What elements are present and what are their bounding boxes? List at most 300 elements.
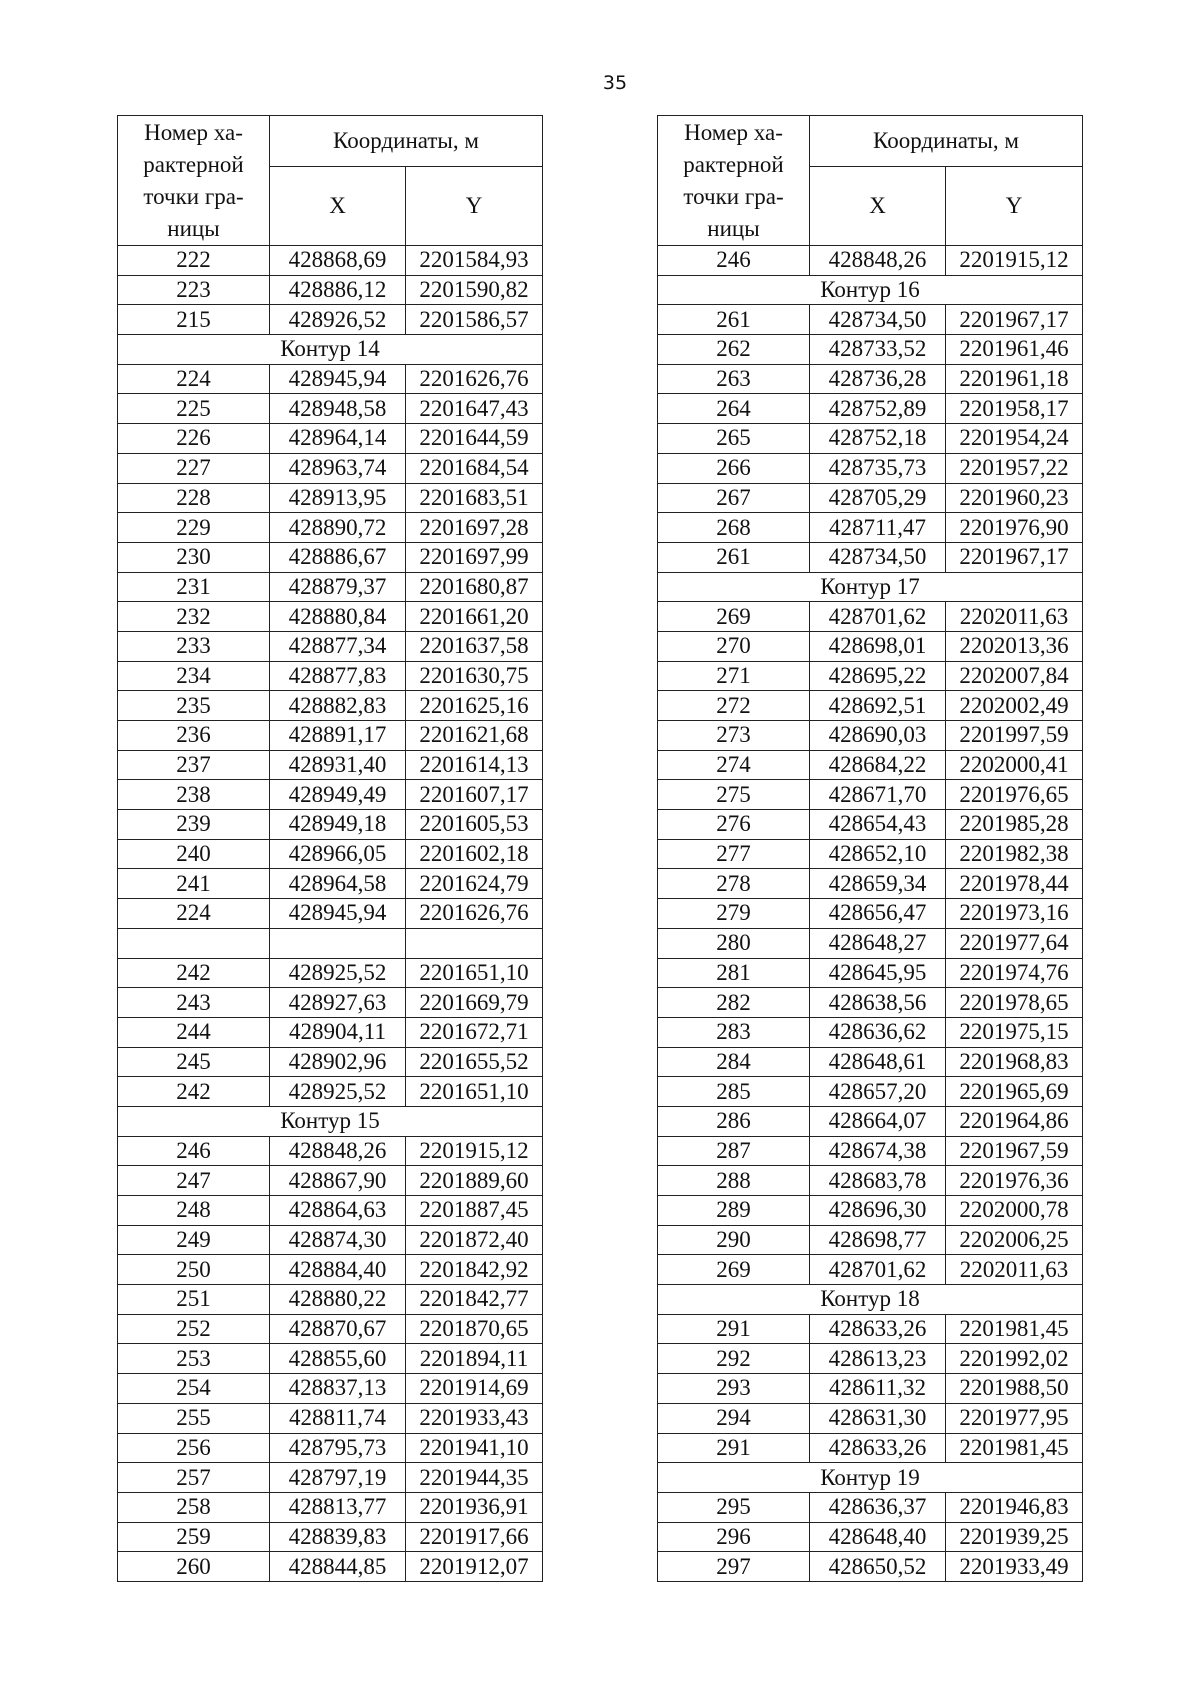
x-coordinate-cell: 428844,85 [270, 1552, 406, 1582]
y-coordinate-cell: 2202000,78 [946, 1196, 1083, 1226]
contour-label: Контур 15 [118, 1106, 543, 1136]
point-number-cell: 251 [118, 1285, 270, 1315]
x-coordinate-cell: 428904,11 [270, 1017, 406, 1047]
x-coordinate-cell: 428698,77 [810, 1225, 946, 1255]
contour-row [658, 1285, 1083, 1315]
y-coordinate-cell: 2201976,90 [946, 513, 1083, 543]
point-number-cell: 273 [658, 721, 810, 751]
point-number-cell: 252 [118, 1314, 270, 1344]
point-number-cell: 275 [658, 780, 810, 810]
x-coordinate-cell: 428636,37 [810, 1492, 946, 1522]
point-number-cell: 242 [118, 1077, 270, 1107]
table-row [118, 572, 543, 602]
y-coordinate-cell [406, 928, 543, 958]
table-row [118, 928, 543, 958]
contour-row [658, 572, 1083, 602]
y-coordinate-cell: 2201967,59 [946, 1136, 1083, 1166]
y-coordinate-cell: 2201637,58 [406, 631, 543, 661]
y-coordinate-cell: 2201630,75 [406, 661, 543, 691]
x-coordinate-cell [270, 928, 406, 958]
point-number-cell: 235 [118, 691, 270, 721]
y-coordinate-cell: 2201605,53 [406, 810, 543, 840]
x-coordinate-cell: 428926,52 [270, 305, 406, 335]
x-coordinate-cell: 428913,95 [270, 483, 406, 513]
x-coordinate-cell: 428813,77 [270, 1492, 406, 1522]
y-coordinate-cell: 2201974,76 [946, 958, 1083, 988]
y-coordinate-cell: 2201651,10 [406, 1077, 543, 1107]
y-coordinate-cell: 2201602,18 [406, 839, 543, 869]
y-coordinate-cell: 2201988,50 [946, 1374, 1083, 1404]
table-row [118, 899, 543, 929]
point-number-cell: 287 [658, 1136, 810, 1166]
x-coordinate-cell: 428882,83 [270, 691, 406, 721]
table-row [658, 542, 1083, 572]
point-number-cell: 244 [118, 1017, 270, 1047]
point-number-cell: 291 [658, 1433, 810, 1463]
contour-row [118, 335, 543, 365]
table-row [658, 483, 1083, 513]
x-coordinate-cell: 428674,38 [810, 1136, 946, 1166]
point-number-cell: 265 [658, 424, 810, 454]
y-coordinate-cell: 2201960,23 [946, 483, 1083, 513]
contour-label: Контур 19 [658, 1463, 1083, 1493]
point-number-cell: 247 [118, 1166, 270, 1196]
table-row [658, 1374, 1083, 1404]
table-row [658, 661, 1083, 691]
x-coordinate-cell: 428868,69 [270, 246, 406, 276]
point-number-cell: 227 [118, 453, 270, 483]
x-coordinate-cell: 428654,43 [810, 810, 946, 840]
table-row [118, 1552, 543, 1582]
table-row [658, 839, 1083, 869]
table-row [118, 661, 543, 691]
point-number-cell: 246 [118, 1136, 270, 1166]
y-coordinate-cell: 2201842,92 [406, 1255, 543, 1285]
table-row [118, 483, 543, 513]
header-line: рактерной [143, 151, 244, 177]
y-coordinate-cell: 2201946,83 [946, 1492, 1083, 1522]
y-coordinate-cell: 2201644,59 [406, 424, 543, 454]
point-number-cell: 241 [118, 869, 270, 899]
x-coordinate-cell: 428638,56 [810, 988, 946, 1018]
table-row [118, 1225, 543, 1255]
y-coordinate-cell: 2201672,71 [406, 1017, 543, 1047]
y-column-header: Y [946, 167, 1083, 246]
x-coordinate-cell: 428870,67 [270, 1314, 406, 1344]
x-coordinate-cell: 428611,32 [810, 1374, 946, 1404]
point-number-cell: 279 [658, 899, 810, 929]
x-coordinate-cell: 428879,37 [270, 572, 406, 602]
point-number-cell: 282 [658, 988, 810, 1018]
x-coordinate-cell: 428734,50 [810, 542, 946, 572]
table-header-row [118, 116, 543, 167]
table-row [118, 1374, 543, 1404]
x-coordinate-cell: 428734,50 [810, 305, 946, 335]
table-row [118, 1433, 543, 1463]
x-coordinate-cell: 428698,01 [810, 631, 946, 661]
table-row [658, 1522, 1083, 1552]
y-coordinate-cell: 2201915,12 [406, 1136, 543, 1166]
point-number-cell: 253 [118, 1344, 270, 1374]
point-number-cell: 224 [118, 899, 270, 929]
point-number-cell: 294 [658, 1403, 810, 1433]
x-coordinate-cell: 428692,51 [810, 691, 946, 721]
y-coordinate-cell: 2202002,49 [946, 691, 1083, 721]
point-number-header [118, 116, 270, 246]
point-number-cell: 263 [658, 364, 810, 394]
x-coordinate-cell: 428664,07 [810, 1106, 946, 1136]
table-row [658, 453, 1083, 483]
table-body [658, 246, 1083, 1582]
table-row [658, 928, 1083, 958]
y-coordinate-cell: 2201975,15 [946, 1017, 1083, 1047]
point-number-cell: 277 [658, 839, 810, 869]
y-coordinate-cell: 2201697,99 [406, 542, 543, 572]
point-number-cell: 242 [118, 958, 270, 988]
y-coordinate-cell: 2201621,68 [406, 721, 543, 751]
point-number-cell: 230 [118, 542, 270, 572]
x-coordinate-cell: 428645,95 [810, 958, 946, 988]
y-coordinate-cell: 2201870,65 [406, 1314, 543, 1344]
y-coordinate-cell: 2201651,10 [406, 958, 543, 988]
y-coordinate-cell: 2201584,93 [406, 246, 543, 276]
point-number-cell: 276 [658, 810, 810, 840]
x-coordinate-cell: 428949,18 [270, 810, 406, 840]
x-coordinate-cell: 428701,62 [810, 602, 946, 632]
y-coordinate-cell: 2201586,57 [406, 305, 543, 335]
y-coordinate-cell: 2201981,45 [946, 1314, 1083, 1344]
y-coordinate-cell: 2201842,77 [406, 1285, 543, 1315]
x-coordinate-cell: 428890,72 [270, 513, 406, 543]
table-row [658, 721, 1083, 751]
point-number-cell: 249 [118, 1225, 270, 1255]
point-number-cell: 291 [658, 1314, 810, 1344]
y-coordinate-cell: 2201977,95 [946, 1403, 1083, 1433]
y-coordinate-cell: 2201889,60 [406, 1166, 543, 1196]
point-number-cell: 215 [118, 305, 270, 335]
contour-label: Контур 18 [658, 1285, 1083, 1315]
point-number-cell: 236 [118, 721, 270, 751]
point-number-cell: 225 [118, 394, 270, 424]
point-number-cell: 243 [118, 988, 270, 1018]
y-coordinate-cell: 2202000,41 [946, 750, 1083, 780]
table-row [658, 899, 1083, 929]
y-coordinate-cell: 2201894,11 [406, 1344, 543, 1374]
point-number-cell: 226 [118, 424, 270, 454]
point-number-cell: 256 [118, 1433, 270, 1463]
contour-row [118, 1106, 543, 1136]
table-body [118, 246, 543, 1582]
point-number-cell: 245 [118, 1047, 270, 1077]
table-row [658, 1492, 1083, 1522]
y-coordinate-cell: 2201887,45 [406, 1196, 543, 1226]
table-row [118, 958, 543, 988]
x-coordinate-cell: 428652,10 [810, 839, 946, 869]
x-coordinate-cell: 428964,58 [270, 869, 406, 899]
y-coordinate-cell: 2201964,86 [946, 1106, 1083, 1136]
y-coordinate-cell: 2201624,79 [406, 869, 543, 899]
point-number-cell: 239 [118, 810, 270, 840]
table-row [658, 364, 1083, 394]
point-number-cell: 271 [658, 661, 810, 691]
table-row [118, 513, 543, 543]
x-coordinate-cell: 428648,61 [810, 1047, 946, 1077]
table-row [118, 750, 543, 780]
y-coordinate-cell: 2202007,84 [946, 661, 1083, 691]
x-coordinate-cell: 428613,23 [810, 1344, 946, 1374]
x-coordinate-cell: 428736,28 [810, 364, 946, 394]
header-line: точки гра- [143, 183, 244, 209]
table-row [658, 1403, 1083, 1433]
point-number-cell: 270 [658, 631, 810, 661]
table-row [118, 542, 543, 572]
table-row [658, 869, 1083, 899]
coordinates-header: Координаты, м [810, 116, 1083, 167]
x-coordinate-cell: 428837,13 [270, 1374, 406, 1404]
table-row [118, 1314, 543, 1344]
table-row [118, 1403, 543, 1433]
y-coordinate-cell: 2201936,91 [406, 1492, 543, 1522]
table-row [658, 988, 1083, 1018]
table-row [658, 1255, 1083, 1285]
point-number-cell: 272 [658, 691, 810, 721]
table-row [658, 1433, 1083, 1463]
point-number-cell: 234 [118, 661, 270, 691]
table-row [658, 305, 1083, 335]
header-line: рактерной [683, 151, 784, 177]
table-row [118, 246, 543, 276]
x-coordinate-cell: 428848,26 [270, 1136, 406, 1166]
point-number-cell: 296 [658, 1522, 810, 1552]
table-row [658, 335, 1083, 365]
x-coordinate-cell: 428684,22 [810, 750, 946, 780]
table-row [658, 1106, 1083, 1136]
table-row [118, 1255, 543, 1285]
header-line: ницы [707, 215, 760, 241]
x-coordinate-cell: 428690,03 [810, 721, 946, 751]
x-coordinate-cell: 428631,30 [810, 1403, 946, 1433]
y-coordinate-cell: 2201976,36 [946, 1166, 1083, 1196]
table-row [118, 1077, 543, 1107]
y-coordinate-cell: 2202011,63 [946, 1255, 1083, 1285]
y-coordinate-cell: 2202011,63 [946, 602, 1083, 632]
coordinates-table-right [657, 115, 1083, 1582]
y-coordinate-cell: 2201982,38 [946, 839, 1083, 869]
y-coordinate-cell: 2201968,83 [946, 1047, 1083, 1077]
point-number-cell: 250 [118, 1255, 270, 1285]
y-coordinate-cell: 2201961,46 [946, 335, 1083, 365]
point-number-cell: 293 [658, 1374, 810, 1404]
point-number-cell: 240 [118, 839, 270, 869]
x-coordinate-cell: 428945,94 [270, 899, 406, 929]
point-number-cell: 283 [658, 1017, 810, 1047]
point-number-cell: 297 [658, 1552, 810, 1582]
y-coordinate-cell: 2201954,24 [946, 424, 1083, 454]
table-row [118, 364, 543, 394]
y-coordinate-cell: 2201978,44 [946, 869, 1083, 899]
point-number-cell: 260 [118, 1552, 270, 1582]
table-row [118, 1492, 543, 1522]
table-row [658, 602, 1083, 632]
x-coordinate-cell: 428650,52 [810, 1552, 946, 1582]
y-coordinate-cell: 2201967,17 [946, 305, 1083, 335]
page-number: 35 [602, 72, 628, 94]
table-row [118, 453, 543, 483]
point-number-cell: 254 [118, 1374, 270, 1404]
x-coordinate-cell: 428683,78 [810, 1166, 946, 1196]
x-coordinate-cell: 428877,83 [270, 661, 406, 691]
y-coordinate-cell: 2201607,17 [406, 780, 543, 810]
point-number-cell: 281 [658, 958, 810, 988]
header-line: точки гра- [683, 183, 784, 209]
table-row [118, 394, 543, 424]
x-coordinate-cell: 428671,70 [810, 780, 946, 810]
table-row [658, 810, 1083, 840]
y-coordinate-cell: 2201992,02 [946, 1344, 1083, 1374]
x-coordinate-cell: 428963,74 [270, 453, 406, 483]
y-coordinate-cell: 2201697,28 [406, 513, 543, 543]
table-row [118, 1522, 543, 1552]
x-coordinate-cell: 428884,40 [270, 1255, 406, 1285]
x-coordinate-cell: 428864,63 [270, 1196, 406, 1226]
point-number-cell: 231 [118, 572, 270, 602]
table-row [658, 750, 1083, 780]
x-coordinate-cell: 428636,62 [810, 1017, 946, 1047]
table-row [118, 631, 543, 661]
y-coordinate-cell: 2201967,17 [946, 542, 1083, 572]
table-row [658, 394, 1083, 424]
table-row [658, 246, 1083, 276]
point-number-cell: 246 [658, 246, 810, 276]
table-row [658, 1047, 1083, 1077]
point-number-cell: 248 [118, 1196, 270, 1226]
point-number-cell: 269 [658, 1255, 810, 1285]
table-row [658, 1225, 1083, 1255]
x-coordinate-cell: 428735,73 [810, 453, 946, 483]
point-number-header [658, 116, 810, 246]
table-row [118, 810, 543, 840]
y-coordinate-cell: 2201915,12 [946, 246, 1083, 276]
x-coordinate-cell: 428711,47 [810, 513, 946, 543]
x-coordinate-cell: 428648,27 [810, 928, 946, 958]
point-number-cell [118, 928, 270, 958]
y-coordinate-cell: 2201933,43 [406, 1403, 543, 1433]
table-row [118, 1136, 543, 1166]
table-row [118, 275, 543, 305]
point-number-cell: 278 [658, 869, 810, 899]
y-coordinate-cell: 2201976,65 [946, 780, 1083, 810]
y-coordinate-cell: 2201958,17 [946, 394, 1083, 424]
table-row [658, 1077, 1083, 1107]
point-number-cell: 222 [118, 246, 270, 276]
y-coordinate-cell: 2201944,35 [406, 1463, 543, 1493]
y-coordinate-cell: 2201625,16 [406, 691, 543, 721]
table-row [658, 513, 1083, 543]
table-header-row [658, 116, 1083, 167]
x-coordinate-cell: 428811,74 [270, 1403, 406, 1433]
x-coordinate-cell: 428752,89 [810, 394, 946, 424]
x-coordinate-cell: 428657,20 [810, 1077, 946, 1107]
table-row [118, 869, 543, 899]
x-coordinate-cell: 428839,83 [270, 1522, 406, 1552]
table-row [658, 1344, 1083, 1374]
y-coordinate-cell: 2201997,59 [946, 721, 1083, 751]
table-row [658, 1166, 1083, 1196]
y-column-header: Y [406, 167, 543, 246]
table-row [658, 1552, 1083, 1582]
point-number-cell: 288 [658, 1166, 810, 1196]
y-coordinate-cell: 2201661,20 [406, 602, 543, 632]
x-coordinate-cell: 428733,52 [810, 335, 946, 365]
y-coordinate-cell: 2201590,82 [406, 275, 543, 305]
table-row [118, 691, 543, 721]
point-number-cell: 264 [658, 394, 810, 424]
y-coordinate-cell: 2201872,40 [406, 1225, 543, 1255]
point-number-cell: 257 [118, 1463, 270, 1493]
y-coordinate-cell: 2201973,16 [946, 899, 1083, 929]
x-coordinate-cell: 428705,29 [810, 483, 946, 513]
y-coordinate-cell: 2202013,36 [946, 631, 1083, 661]
y-coordinate-cell: 2201683,51 [406, 483, 543, 513]
table-row [118, 1285, 543, 1315]
point-number-cell: 289 [658, 1196, 810, 1226]
x-coordinate-cell: 428848,26 [810, 246, 946, 276]
x-coordinate-cell: 428925,52 [270, 958, 406, 988]
point-number-cell: 238 [118, 780, 270, 810]
x-coordinate-cell: 428659,34 [810, 869, 946, 899]
y-coordinate-cell: 2201626,76 [406, 899, 543, 929]
table-row [118, 424, 543, 454]
x-coordinate-cell: 428948,58 [270, 394, 406, 424]
coordinates-table-left [117, 115, 543, 1582]
x-coordinate-cell: 428874,30 [270, 1225, 406, 1255]
x-coordinate-cell: 428925,52 [270, 1077, 406, 1107]
x-coordinate-cell: 428964,14 [270, 424, 406, 454]
x-coordinate-cell: 428886,67 [270, 542, 406, 572]
y-coordinate-cell: 2201917,66 [406, 1522, 543, 1552]
y-coordinate-cell: 2201977,64 [946, 928, 1083, 958]
y-coordinate-cell: 2201626,76 [406, 364, 543, 394]
point-number-cell: 228 [118, 483, 270, 513]
x-coordinate-cell: 428966,05 [270, 839, 406, 869]
x-coordinate-cell: 428880,84 [270, 602, 406, 632]
point-number-cell: 261 [658, 305, 810, 335]
y-coordinate-cell: 2201941,10 [406, 1433, 543, 1463]
x-coordinate-cell: 428886,12 [270, 275, 406, 305]
contour-label: Контур 16 [658, 275, 1083, 305]
x-coordinate-cell: 428867,90 [270, 1166, 406, 1196]
y-coordinate-cell: 2201614,13 [406, 750, 543, 780]
point-number-cell: 258 [118, 1492, 270, 1522]
x-coordinate-cell: 428797,19 [270, 1463, 406, 1493]
x-coordinate-cell: 428696,30 [810, 1196, 946, 1226]
table-row [658, 1314, 1083, 1344]
contour-row [658, 275, 1083, 305]
y-coordinate-cell: 2202006,25 [946, 1225, 1083, 1255]
point-number-cell: 237 [118, 750, 270, 780]
table-row [658, 958, 1083, 988]
y-coordinate-cell: 2201957,22 [946, 453, 1083, 483]
table-row [118, 602, 543, 632]
x-coordinate-cell: 428701,62 [810, 1255, 946, 1285]
header-line: ницы [167, 215, 220, 241]
point-number-cell: 233 [118, 631, 270, 661]
x-coordinate-cell: 428949,49 [270, 780, 406, 810]
x-coordinate-cell: 428633,26 [810, 1314, 946, 1344]
table-row [118, 780, 543, 810]
x-coordinate-cell: 428648,40 [810, 1522, 946, 1552]
point-number-cell: 262 [658, 335, 810, 365]
